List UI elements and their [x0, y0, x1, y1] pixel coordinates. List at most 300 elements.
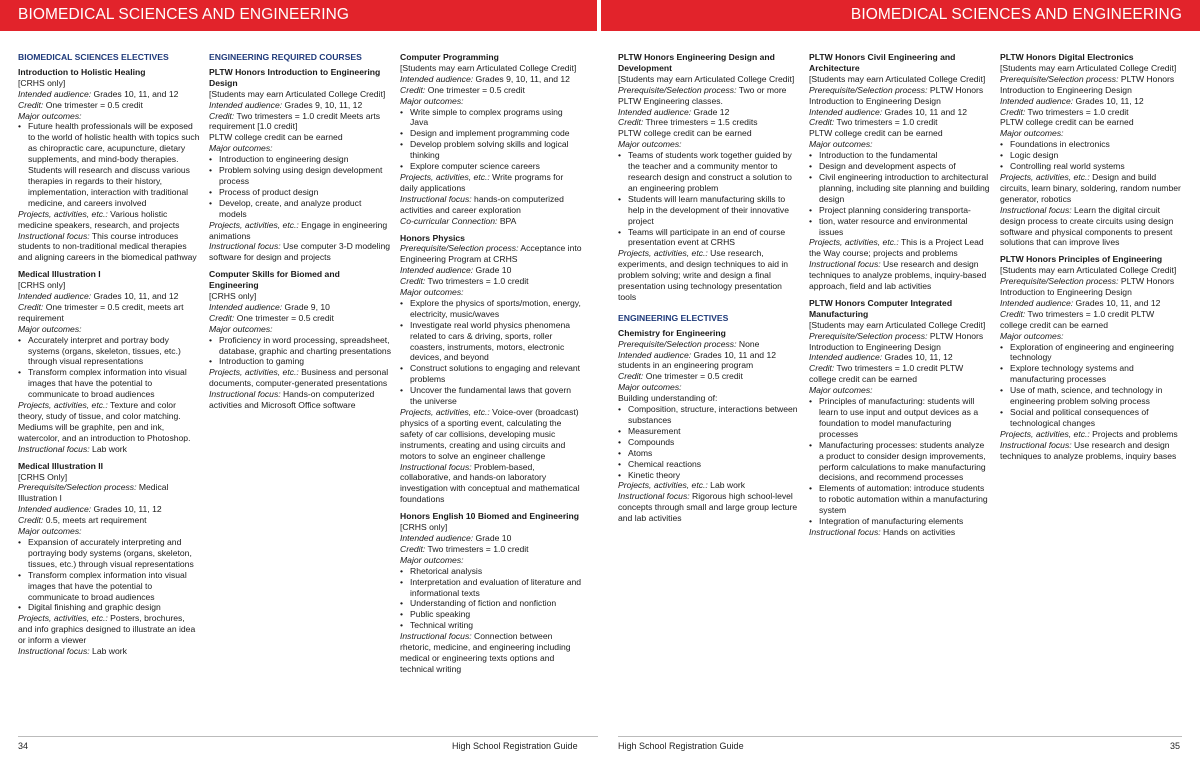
outcome-item: • Exploration of engineering and engineering technology: [1010, 342, 1182, 364]
outcome-item: • Write simple to complex programs using Java: [410, 107, 582, 129]
course-detail: [400, 63, 582, 74]
course-detail: [209, 302, 391, 313]
course-detail: [400, 462, 582, 506]
outcome-item: • Transform complex information into visual images that have the potential to communicate to broad audiences: [28, 367, 200, 400]
course-title: PLTW Honors Digital Electronics: [1000, 52, 1134, 62]
column-4: [618, 52, 800, 530]
outcome-item: • Develop problem solving skills and logical thinking: [410, 139, 582, 161]
outcome-item: • Explore computer science careers: [410, 161, 582, 172]
course-detail: [18, 89, 200, 100]
detail-value: One trimester = 0.5 credit: [43, 99, 143, 110]
detail-value: Rigorous high school-level concepts through small and large group lecture and lab activities: [618, 491, 798, 524]
course-detail: [18, 291, 200, 302]
course-title: PLTW Honors Civil Engineering and Architecture: [809, 52, 956, 73]
outcome-item: • Compounds: [628, 437, 800, 448]
detail-value: Business and personal documents, computer-generated presentations: [209, 367, 389, 389]
detail-label: Instructional focus:: [209, 241, 281, 252]
detail-value: hands-on computerized activities and career exploration: [400, 193, 564, 215]
detail-value: Projects and problems: [1089, 428, 1178, 439]
detail-label: Instructional focus:: [18, 230, 90, 241]
course-detail: [400, 85, 582, 96]
footer-guide-right: High School Registration Guide: [618, 741, 744, 751]
course-detail: [809, 352, 991, 363]
detail-value: PLTW Honors Introduction to Engineering Design: [1000, 276, 1175, 298]
course-detail: [18, 302, 200, 324]
detail-value: Learn the digital circuit design process to create circuits using design software and physical components to present solutions that can improve lives: [1000, 204, 1174, 248]
outcome-item: • Introduction to the fundamental: [819, 150, 991, 161]
detail-label: Instructional focus:: [400, 193, 472, 204]
course-detail: [209, 89, 391, 100]
course-detail: [809, 527, 991, 538]
outcome-item: • Process of product design: [219, 187, 391, 198]
detail-text: PLTW college credit can be earned: [209, 132, 343, 143]
course-block: [618, 328, 800, 524]
detail-label: Prerequisite/Selection process:: [400, 243, 519, 254]
outcome-list: [18, 121, 200, 208]
detail-value: Two trimesters = 1.0 credit: [425, 276, 529, 287]
detail-label: Intended audience:: [18, 504, 92, 515]
outcome-item: • Proficiency in word processing, spreadsheet, database, graphic and charting presentations: [219, 335, 391, 357]
outcome-item: • Elements of automation: introduce students to robotic automation within a manufacturing system: [819, 483, 991, 516]
detail-text: [CRHS Only]: [18, 471, 68, 482]
detail-value: Connection between rhetoric, medicine, and engineering including medical or engineering texts options and technical writing: [400, 631, 571, 674]
outcome-item: • Manufacturing processes: students analyze a product to consider design improvements, perform calculations to make manufacturing decisions, and recommend processes: [819, 440, 991, 484]
detail-label: Major outcomes:: [809, 385, 873, 396]
outcome-item: • Future health professionals will be exposed to the world of holistic health with topics such as chiropractic care, acupuncture, dietary supplements, and mind-body therapies. Students will research and discuss various therapies in regards to their history, implementation, interaction with traditional medicine, and careers involved: [28, 121, 200, 208]
outcome-item: • Develop, create, and analyze product models: [219, 198, 391, 220]
course-detail: [618, 107, 800, 118]
detail-label: Major outcomes:: [18, 110, 82, 121]
course-detail: [18, 400, 200, 444]
course-detail: [618, 339, 800, 350]
detail-value: One trimester = 0.5 credit: [234, 312, 334, 323]
course-detail: [209, 291, 391, 302]
detail-value: Medical Illustration I: [18, 482, 169, 504]
course-detail: [209, 367, 391, 389]
section-heading: ENGINEERING ELECTIVES: [618, 312, 729, 323]
outcome-list: [809, 396, 991, 527]
detail-label: Instructional focus:: [18, 646, 90, 657]
outcome-item: • Students will learn manufacturing skills to help in the development of their innovative project: [628, 194, 800, 227]
detail-value: Grades 10, 11 and 12: [882, 106, 968, 117]
outcome-item: • Technical writing: [410, 620, 582, 631]
detail-value: PLTW Honors Introduction to Engineering Design: [809, 330, 984, 352]
course-detail: [809, 85, 991, 107]
detail-value: PLTW Honors Introduction to Engineering Design: [1000, 73, 1175, 95]
detail-text: PLTW college credit can be earned: [1000, 117, 1134, 128]
course-detail: [209, 241, 391, 263]
detail-label: Projects, activities, etc.:: [400, 171, 490, 182]
header-band-right: [601, 0, 1200, 31]
course-block: [400, 233, 582, 506]
course-detail: [809, 363, 991, 385]
course-detail: [618, 248, 800, 303]
detail-value: BPA: [497, 215, 517, 226]
detail-label: Credit:: [809, 117, 835, 128]
detail-label: Intended audience:: [809, 352, 883, 363]
detail-value: Texture and color theory, study of tissue, and color matching. Mediums will be graphite, pen and ink, watercolor, and an introduction to Photoshop.: [18, 400, 191, 443]
detail-label: Intended audience:: [618, 106, 692, 117]
detail-value: Use research and design techniques to analyze problems, inquiry-based approach, field and lab activities: [809, 259, 987, 292]
detail-label: Projects, activities, etc.:: [618, 248, 708, 259]
course-detail: [209, 389, 391, 411]
detail-label: Major outcomes:: [809, 139, 873, 150]
course-detail: [209, 324, 391, 335]
detail-value: Grades 10, 11, 12: [91, 504, 162, 515]
outcome-item: • Public speaking: [410, 609, 582, 620]
course-title: Computer Programming: [400, 52, 499, 62]
course-block: [400, 52, 582, 227]
detail-value: Lab work: [89, 646, 127, 657]
detail-label: Credit:: [400, 84, 426, 95]
detail-label: Projects, activities, etc.:: [18, 400, 108, 411]
outcome-item: • Foundations in electronics: [1010, 139, 1182, 150]
course-block: [18, 269, 200, 454]
detail-label: Credit:: [1000, 308, 1026, 319]
course-block: [1000, 254, 1182, 461]
course-detail: [400, 265, 582, 276]
course-detail: [618, 74, 800, 85]
course-title: PLTW Honors Computer Integrated Manufacturing: [809, 297, 953, 319]
detail-label: Intended audience:: [400, 532, 474, 543]
detail-text: [CRHS only]: [18, 280, 66, 291]
outcome-item: • Use of math, science, and technology in engineering problem solving process: [1010, 385, 1182, 407]
outcome-item: • Measurement: [628, 426, 800, 437]
outcome-item: • Civil engineering introduction to architectural planning, including site planning and building design: [819, 172, 991, 205]
outcome-item: • Principles of manufacturing: students will learn to use input and output devices as a foundation to model manufacturing processes: [819, 396, 991, 440]
outcome-item: • Accurately interpret and portray body systems (organs, skeleton, tissues, etc.) through visual representations: [28, 335, 200, 368]
detail-label: Intended audience:: [1000, 95, 1074, 106]
detail-value: Grades 10, 11, 12: [882, 352, 953, 363]
detail-label: Credit:: [209, 110, 235, 121]
page-title-right: BIOMEDICAL SCIENCES AND ENGINEERING: [850, 6, 1182, 23]
outcome-item: • Problem solving using design development process: [219, 165, 391, 187]
column-6: [1000, 52, 1182, 468]
course-title: Honors Physics: [400, 232, 465, 243]
page-number-right: 35: [1170, 741, 1181, 751]
detail-label: Credit:: [400, 543, 426, 554]
detail-value: Grades 10, 11 and 12 students in an engineering program: [618, 349, 777, 371]
outcome-item: • Introduction to gaming: [219, 356, 391, 367]
course-detail: [209, 132, 391, 143]
course-detail: [400, 533, 582, 544]
outcome-item: • Chemical reactions: [628, 459, 800, 470]
course-detail: [18, 209, 200, 231]
course-detail: [400, 194, 582, 216]
course-detail: [1000, 117, 1182, 128]
course-detail: [18, 646, 200, 657]
course-detail: [1000, 331, 1182, 342]
course-detail: [400, 243, 582, 265]
course-detail: [809, 128, 991, 139]
column-1: [18, 52, 200, 663]
detail-text: [Students may earn Articulated College Credit]: [209, 88, 386, 99]
course-block: [209, 67, 391, 263]
course-detail: [18, 231, 200, 264]
course-detail: [1000, 298, 1182, 309]
outcome-list: [209, 154, 391, 219]
detail-value: Posters, brochures, and info graphics designed to illustrate an idea or inform a viewer: [18, 613, 196, 646]
detail-label: Major outcomes:: [400, 287, 464, 298]
detail-value: Three trimesters = 1.5 credits: [643, 117, 758, 128]
outcome-item: • Kinetic theory: [628, 470, 800, 481]
course-detail: [18, 472, 200, 483]
course-block: [809, 298, 991, 538]
course-detail: [18, 78, 200, 89]
detail-label: Instructional focus:: [400, 631, 472, 642]
detail-label: Prerequisite/Selection process:: [1000, 276, 1119, 287]
outcome-list: [1000, 139, 1182, 172]
course-detail: [618, 480, 800, 491]
course-detail: [1000, 205, 1182, 249]
outcome-item: • Explore technology systems and manufacturing processes: [1010, 363, 1182, 385]
detail-value: Grades 10, 11, and 12: [1073, 297, 1161, 308]
course-detail: [18, 515, 200, 526]
outcome-item: • Atoms: [628, 448, 800, 459]
detail-label: Prerequisite/Selection process:: [618, 338, 737, 349]
course-detail: [18, 100, 200, 111]
course-detail: [618, 139, 800, 150]
detail-value: Lab work: [89, 443, 127, 454]
footer-rule-left: [18, 736, 598, 737]
course-title: Honors English 10 Biomed and Engineering: [400, 511, 580, 522]
detail-label: Intended audience:: [18, 88, 92, 99]
course-detail: [400, 96, 582, 107]
detail-value: Two trimesters = 1.0 credit: [1025, 106, 1129, 117]
course-detail: [618, 371, 800, 382]
outcome-item: • Integration of manufacturing elements: [819, 516, 991, 527]
detail-value: Two trimesters = 1.0 credit PLTW college credit can be earned: [809, 363, 964, 385]
detail-text: [Students may earn Articulated College Credit]: [618, 73, 795, 84]
course-detail: [618, 85, 800, 107]
footer-guide-left: High School Registration Guide: [452, 741, 578, 751]
detail-text: [CRHS only]: [400, 522, 448, 533]
outcome-list: [400, 107, 582, 172]
outcome-item: • Understanding of fiction and nonfiction: [410, 598, 582, 609]
page-number-left: 34: [18, 741, 29, 751]
outcome-item: • Introduction to engineering design: [219, 154, 391, 165]
course-title: PLTW Honors Engineering Design and Development: [618, 52, 775, 73]
detail-value: Problem-based, collaborative, and hands-on laboratory investigation with conceptual and mathematical foundations: [400, 461, 580, 505]
course-detail: [18, 111, 200, 122]
outcome-item: • Construct solutions to engaging and relevant problems: [410, 363, 582, 385]
course-detail: [18, 526, 200, 537]
detail-label: Credit:: [18, 301, 44, 312]
detail-value: Grade 12: [691, 106, 730, 117]
course-detail: [1000, 440, 1182, 462]
course-detail: [809, 385, 991, 396]
detail-label: Major outcomes:: [1000, 330, 1064, 341]
course-detail: [209, 143, 391, 154]
course-detail: [400, 555, 582, 566]
outcome-item: • Interpretation and evaluation of literature and informational texts: [410, 577, 582, 599]
course-detail: [400, 216, 582, 227]
detail-label: Projects, activities, etc.:: [18, 208, 108, 219]
course-detail: [618, 491, 800, 524]
detail-value: Grades 10, 11, and 12: [91, 88, 179, 99]
detail-label: Projects, activities, etc.:: [18, 613, 108, 624]
outcome-list: [18, 537, 200, 613]
outcome-list: [209, 335, 391, 368]
detail-value: Grades 9, 10, 11, and 12: [473, 73, 570, 84]
outcome-list: [400, 566, 582, 631]
course-title: PLTW Honors Principles of Engineering: [1000, 254, 1163, 265]
course-title: Chemistry for Engineering: [618, 327, 726, 338]
detail-value: This course introduces students to non-traditional medical therapies and aligning careers in the biomedical pathway: [18, 230, 197, 263]
course-detail: [809, 237, 991, 259]
course-detail: [1000, 172, 1182, 205]
course-detail: [809, 320, 991, 331]
course-title: PLTW Honors Introduction to Engineering Design: [209, 66, 381, 88]
page-title-left: BIOMEDICAL SCIENCES AND ENGINEERING: [18, 6, 350, 23]
course-block: [18, 461, 200, 657]
detail-label: Intended audience:: [809, 106, 883, 117]
detail-value: Two trimesters = 1.0 credit Meets arts requirement [1.0 credit]: [209, 110, 381, 132]
detail-label: Intended audience:: [400, 265, 474, 276]
detail-value: PLTW Honors Introduction to Engineering Design: [809, 84, 984, 106]
course-detail: [18, 324, 200, 335]
detail-value: Grade 10: [473, 532, 512, 543]
detail-label: Projects, activities, etc.:: [400, 407, 490, 417]
detail-value: Hands-on computerized activities and Microsoft Office software: [209, 389, 375, 411]
outcome-item: • tion, water resource and environmental issues: [819, 216, 991, 238]
course-detail: [618, 128, 800, 139]
detail-value: Write programs for daily applications: [400, 171, 564, 193]
detail-text: [Students may earn Articulated College Credit]: [1000, 62, 1177, 73]
detail-value: 0.5, meets art requirement: [43, 515, 147, 526]
course-block: [400, 511, 582, 675]
outcome-item: • Social and political consequences of technological changes: [1010, 407, 1182, 429]
outcome-item: • Project planning considering transporta-: [819, 205, 991, 216]
detail-label: Instructional focus:: [618, 491, 690, 502]
section-heading: BIOMEDICAL SCIENCES ELECTIVES: [18, 52, 169, 62]
detail-text: [Students may earn Articulated College Credit]: [809, 319, 986, 330]
course-detail: [400, 407, 582, 462]
course-detail: [1000, 429, 1182, 440]
course-detail: [1000, 276, 1182, 298]
detail-label: Instructional focus:: [18, 443, 90, 454]
course-detail: [400, 172, 582, 194]
detail-value: None: [736, 338, 760, 349]
course-detail: [209, 100, 391, 111]
outcome-item: • Teams of students work together guided by the teacher and a community mentor to research design and construct a solution to an engineering problem: [628, 150, 800, 194]
course-detail: [18, 482, 200, 504]
course-block: [18, 67, 200, 263]
detail-label: Projects, activities, etc.:: [209, 219, 299, 230]
detail-value: Grade 10: [473, 265, 512, 276]
detail-value: This is a Project Lead the Way course; projects and problems: [809, 237, 984, 259]
detail-text: [Students may earn Articulated College Credit]: [1000, 265, 1177, 276]
outcome-item: • Rhetorical analysis: [410, 566, 582, 577]
outcome-list: [809, 150, 991, 237]
outcome-item: • Design and implement programming code: [410, 128, 582, 139]
detail-label: Intended audience:: [209, 99, 283, 110]
detail-label: Credit:: [809, 363, 835, 374]
detail-value: Grades 9, 10, 11, 12: [282, 99, 363, 110]
detail-value: Hands on activities: [880, 526, 956, 537]
detail-label: Prerequisite/Selection process:: [618, 84, 737, 95]
detail-value: Lab work: [707, 480, 746, 491]
course-title: Computer Skills for Biomed and Engineering: [209, 269, 340, 291]
course-detail: [1000, 107, 1182, 118]
course-detail: [400, 544, 582, 555]
detail-label: Credit:: [1000, 106, 1026, 117]
detail-text: [Students may earn Articulated College Credit]: [809, 73, 986, 84]
detail-label: Major outcomes:: [209, 323, 273, 334]
detail-label: Intended audience:: [618, 349, 692, 360]
detail-value: Engage in engineering animations: [209, 219, 388, 241]
detail-value: One trimester = 0.5 credit, meets art requirement: [18, 301, 184, 323]
outcome-list: [1000, 342, 1182, 429]
course-detail: [400, 631, 582, 675]
course-detail: [809, 259, 991, 292]
course-detail: [18, 613, 200, 646]
detail-value: One trimester = 0.5 credit: [643, 371, 743, 382]
detail-label: Projects, activities, etc.:: [1000, 171, 1090, 182]
course-detail: [809, 117, 991, 128]
course-detail: [1000, 74, 1182, 96]
detail-label: Intended audience:: [400, 73, 474, 84]
detail-value: Design and build circuits, learn binary, soldering, random number generator, robotics: [1000, 171, 1181, 204]
detail-label: Prerequisite/Selection process:: [18, 482, 137, 493]
outcome-item: • Teams will participate in an end of course presentation event at CRHS: [628, 227, 800, 249]
detail-label: Credit:: [18, 515, 44, 526]
detail-label: Instructional focus:: [809, 526, 881, 537]
course-detail: [1000, 63, 1182, 74]
detail-label: Credit:: [618, 371, 644, 382]
course-detail: [618, 350, 800, 372]
outcome-item: • Logic design: [1010, 150, 1182, 161]
course-detail: [18, 504, 200, 515]
outcome-item: • Transform complex information into visual images that have the potential to communicate to broad audiences: [28, 570, 200, 603]
detail-label: Projects, activities, etc.:: [1000, 428, 1090, 439]
course-detail: [1000, 309, 1182, 331]
outcome-list: [18, 335, 200, 400]
detail-value: Two trimesters = 1.0 credit PLTW college credit can be earned: [1000, 308, 1155, 330]
detail-label: Instructional focus:: [809, 259, 881, 270]
course-detail: [809, 107, 991, 118]
detail-label: Major outcomes:: [400, 554, 464, 565]
outcome-item: • Expansion of accurately interpreting and portraying body systems (organs, skeleton, tissues, etc.) through visual representations: [28, 537, 200, 570]
outcome-item: • Composition, structure, interactions between substances: [628, 404, 800, 426]
course-title: Medical Illustration II: [18, 460, 103, 471]
course-detail: [18, 280, 200, 291]
outcome-item: • Design and development aspects of: [819, 161, 991, 172]
detail-text: [Students may earn Articulated College Credit]: [400, 62, 577, 73]
detail-value: Use research and design techniques to analyze problems, inquiry bases: [1000, 439, 1177, 461]
detail-label: Credit:: [18, 99, 44, 110]
detail-value: Use computer 3-D modeling software for design and projects: [209, 241, 391, 263]
course-detail: [209, 220, 391, 242]
detail-label: Instructional focus:: [400, 461, 472, 472]
detail-value: Grade 9, 10: [282, 301, 330, 312]
course-detail: [618, 382, 800, 393]
course-block: [618, 52, 800, 303]
detail-label: Co-curricular Connection:: [400, 215, 498, 226]
outcome-item: • Digital finishing and graphic design: [28, 602, 200, 613]
course-detail: [618, 117, 800, 128]
outcome-item: • Uncover the fundamental laws that govern the universe: [410, 385, 582, 407]
course-title: Introduction to Holistic Healing: [18, 66, 146, 77]
course-detail: [809, 74, 991, 85]
detail-label: Major outcomes:: [618, 382, 682, 393]
detail-label: Credit:: [400, 276, 426, 287]
course-block: [209, 269, 391, 411]
detail-label: Instructional focus:: [209, 389, 281, 400]
detail-label: Major outcomes:: [400, 95, 464, 106]
detail-label: Prerequisite/Selection process:: [809, 84, 928, 95]
detail-label: Major outcomes:: [18, 526, 82, 537]
